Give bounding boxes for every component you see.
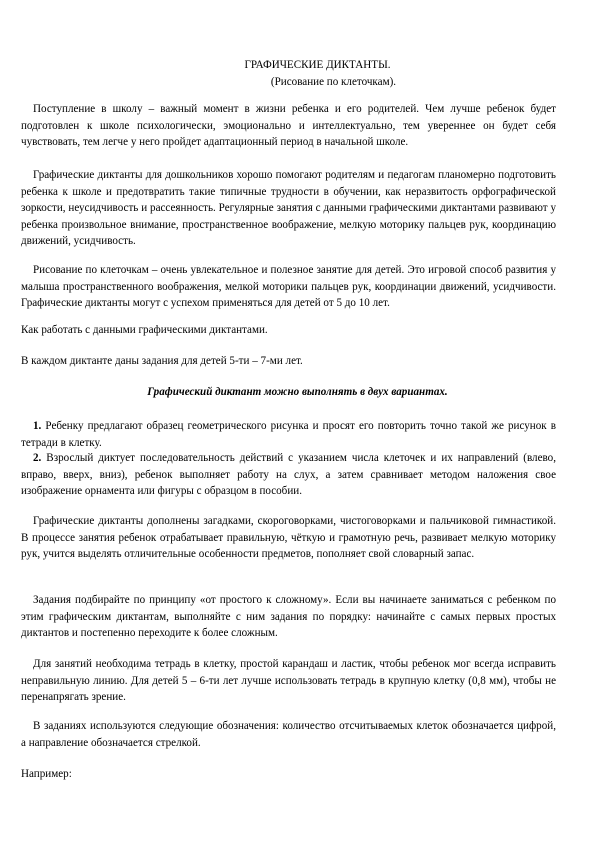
paragraph-riddles: Графические диктанты дополнены загадками, скороговорками, чистоговорками и пальчиковой гимнастикой. В процессе занятия ребенок отрабатывает правильную, чёткую и грамотную речь, развивает мелкую моторику рук, учится выделять отличительные особенности предметов, пополняет свой словарный запас. [21, 515, 556, 560]
paragraph-graphic-dictations: Графические диктанты для дошкольников хорошо помогают родителям и педагогам планомерно подготовить ребенка к школе и предотвратить такие типичные трудности в обучении, как неразвитость орфографической зоркости, неусидчивость и рассеянность. Регулярные занятия с данными графическими диктантами развивают у ребенка произвольное внимание, пространственное воображение, мелкую моторику пальцев рук, координацию движений, усидчивость. [21, 169, 556, 247]
list-item-variant-2 [21, 450, 556, 500]
paragraph-example: Например: [21, 768, 72, 780]
paragraph-school-entry: Поступление в школу – важный момент в жизни ребенка и его родителей. Чем лучше ребенок будет подготовлен к школе психологически, эмоционально и интеллектуально, тем увереннее он будет себя чувствовать, тем легче у него пройдет адаптационный период в начальной школе. [21, 103, 556, 148]
paragraph-how-to-work: Как работать с данными графическими диктантами. [21, 324, 268, 336]
paragraph-materials: Для занятий необходима тетрадь в клетку, простой карандаш и ластик, чтобы ребенок мог всегда исправить неправильную линию. Для детей 5 – 6-ти лет лучше использовать тетрадь в крупную клетку (0,8 мм), чтобы не перенапрягать зрение. [21, 658, 556, 703]
list-item-number: 1. [33, 420, 42, 432]
list-item-number: 2. [33, 452, 42, 464]
list-item-text: Ребенку предлагают образец геометрического рисунка и просят его повторить точно такой же рисунок в тетради в клетку. [21, 420, 556, 449]
document-title [0, 57, 595, 90]
title-line-1: ГРАФИЧЕСКИЕ ДИКТАНТЫ. [244, 59, 391, 71]
title-line-2: (Рисование по клеточкам). [270, 75, 397, 88]
paragraph-simple-to-complex: Задания подбирайте по принципу «от простого к сложному». Если вы начинаете заниматься с ребенком по этим графическим диктантам, выполняйте с ним задания по порядку: начинайте с самых первых простых диктантов и постепенно переходите к более сложным. [21, 594, 556, 639]
paragraph-age-note: В каждом диктанте даны задания для детей 5-ти – 7-ми лет. [21, 355, 303, 367]
list-item-text: Взрослый диктует последовательность действий с указанием числа клеточек и их направлений (влево, вправо, вверх, вниз), ребенок выполняет работу на слух, а затем сравнивает методом наложения свое изображение орнамента или фигуры с образцом в пособии. [21, 452, 556, 497]
subheading-two-variants: Графический диктант можно выполнять в двух вариантах. [147, 386, 448, 398]
list-item-variant-1 [21, 418, 556, 451]
paragraph-notation: В заданиях используются следующие обозначения: количество отсчитываемых клеток обозначается цифрой, а направление обозначается стрелкой. [21, 720, 556, 749]
paragraph-drawing-by-cells: Рисование по клеточкам – очень увлекательное и полезное занятие для детей. Это игровой способ развития у малыша пространственного воображения, мелкой моторики пальцев рук, координации движений, усидчивости. Графические диктанты могут с успехом применяться для детей от 5 до 10 лет. [21, 264, 556, 309]
